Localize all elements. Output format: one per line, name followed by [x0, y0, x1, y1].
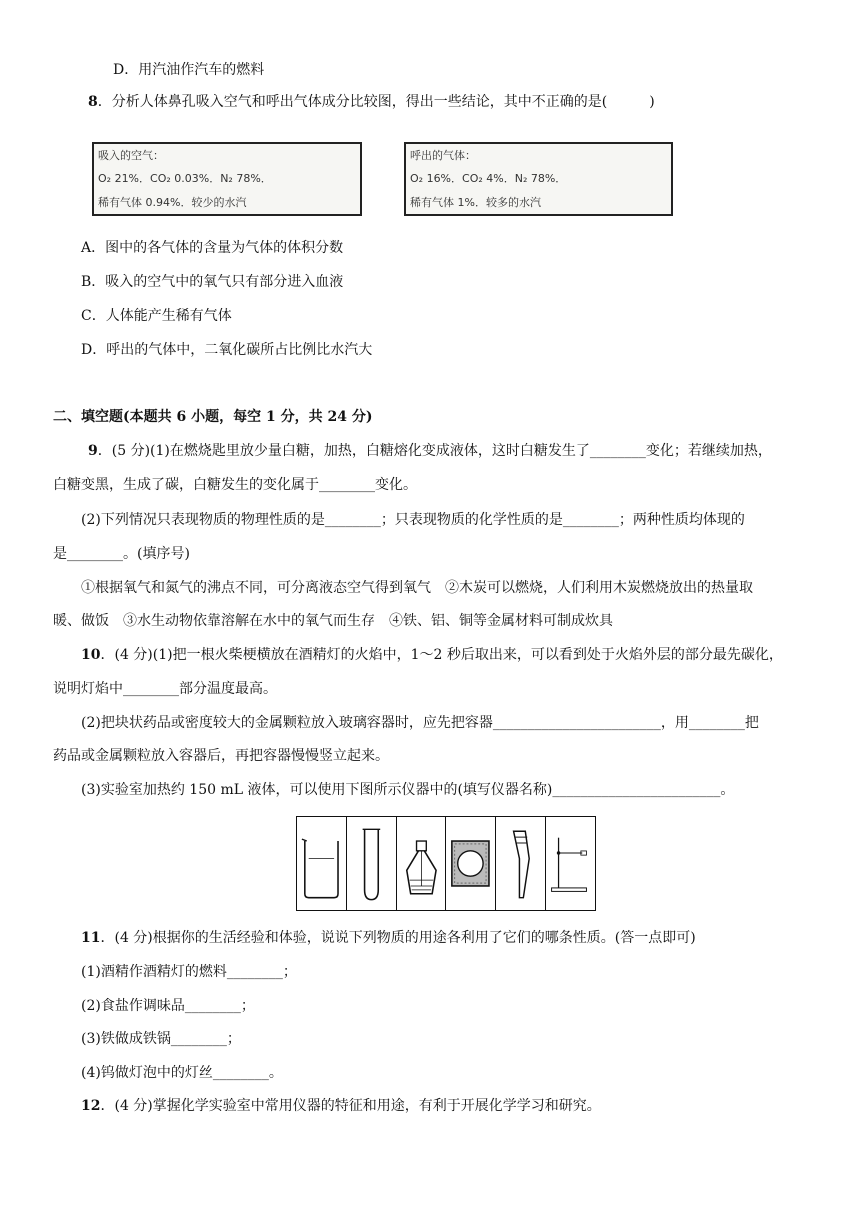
- q9-line: 暖、做饭 ③水生动物依靠溶解在水中的氧气而生存 ④铁、铝、铜等金属材料可制成炊具: [53, 613, 613, 629]
- q11-item: (2)食盐作调味品________；: [81, 998, 255, 1014]
- q11-item: (3)铁做成铁锅________；: [81, 1031, 241, 1047]
- option-c: C．人体能产生稀有气体: [81, 308, 232, 324]
- question-text: ．(4 分)(1)把一根火柴梗横放在酒精灯的火焰中，1～2 秒后取出来，可以看到处于火焰外层的部分最先碳化，: [100, 647, 783, 663]
- question-number: 12: [81, 1098, 101, 1114]
- alcohol-lamp-icon: [397, 817, 446, 910]
- question-12: [81, 1096, 601, 1116]
- q9-line: 是________。(填序号): [53, 546, 190, 562]
- q9-line: (2)下列情况只表现物质的物理性质的是________；只表现物质的化学性质的是________；两种性质均体现的: [81, 512, 745, 528]
- question-9: [88, 441, 772, 461]
- q10-line: (3)实验室加热约 150 mL 液体，可以使用下图所示仪器中的(填写仪器名称)________________________。: [81, 782, 735, 798]
- test-tube-cell: [347, 817, 397, 910]
- iron-stand-icon: [546, 817, 595, 910]
- asbestos-gauze-cell: [446, 817, 496, 910]
- box-line: 稀有气体 1%．较多的水汽: [410, 196, 541, 209]
- q9-line: 白糖变黑，生成了碳，白糖发生的变化属于________变化。: [53, 477, 417, 493]
- inhaled-air-box: [92, 142, 362, 216]
- question-text: ．(5 分)(1)在燃烧匙里放少量白糖，加热，白糖熔化变成液体，这时白糖发生了________变化；若继续加热，: [97, 443, 772, 459]
- question-10: [81, 645, 783, 665]
- box-line: O₂ 21%．CO₂ 0.03%．N₂ 78%．: [98, 172, 272, 185]
- q10-line: 说明灯焰中________部分温度最高。: [53, 681, 277, 697]
- box-line: O₂ 16%．CO₂ 4%．N₂ 78%．: [410, 172, 567, 185]
- beaker-cell: [297, 817, 347, 910]
- exhaled-air-box: [404, 142, 673, 216]
- gauze-icon: [446, 817, 495, 910]
- box-title: 呼出的气体：: [410, 149, 476, 162]
- tube-holder-icon: [496, 817, 545, 910]
- question-8: [88, 92, 655, 112]
- box-line: 稀有气体 0.94%．较少的水汽: [98, 196, 247, 209]
- question-number: 8: [88, 94, 98, 110]
- alcohol-lamp-cell: [397, 817, 447, 910]
- q11-item: (4)钨做灯泡中的灯丝________。: [81, 1065, 283, 1081]
- prev-option-d: D．用汽油作汽车的燃料: [113, 62, 265, 78]
- option-d: D．呼出的气体中，二氧化碳所占比例比水汽大: [81, 342, 373, 358]
- question-number: 11: [81, 930, 101, 946]
- option-a: A．图中的各气体的含量为气体的体积分数: [81, 240, 344, 256]
- test-tube-icon: [347, 817, 396, 910]
- question-number: 10: [81, 647, 101, 663]
- beaker-icon: [297, 817, 346, 910]
- instrument-figure: [296, 816, 596, 911]
- question-text: ．分析人体鼻孔吸入空气和呼出气体成分比较图，得出一些结论，其中不正确的是( ): [97, 94, 655, 110]
- q10-line: 药品或金属颗粒放入容器后，再把容器慢慢竖立起来。: [53, 748, 389, 764]
- q9-line: ①根据氧气和氮气的沸点不同，可分离液态空气得到氧气 ②木炭可以燃烧，人们利用木炭燃烧放出的热量取: [81, 580, 753, 596]
- tube-holder-cell: [496, 817, 546, 910]
- question-text: ．(4 分)掌握化学实验室中常用仪器的特征和用途，有利于开展化学学习和研究。: [100, 1098, 601, 1114]
- q10-line: (2)把块状药品或密度较大的金属颗粒放入玻璃容器时，应先把容器________________________，用________把: [81, 715, 759, 731]
- question-text: ．(4 分)根据你的生活经验和体验，说说下列物质的用途各利用了它们的哪条性质。(答一点即可): [100, 930, 696, 946]
- question-11: [81, 928, 696, 948]
- box-title: 吸入的空气：: [98, 149, 164, 162]
- question-number: 9: [88, 443, 98, 459]
- q11-item: (1)酒精作酒精灯的燃料________；: [81, 964, 297, 980]
- section-heading: 二、填空题(本题共 6 小题，每空 1 分，共 24 分): [53, 409, 373, 425]
- iron-stand-cell: [546, 817, 595, 910]
- option-b: B．吸入的空气中的氧气只有部分进入血液: [81, 274, 344, 290]
